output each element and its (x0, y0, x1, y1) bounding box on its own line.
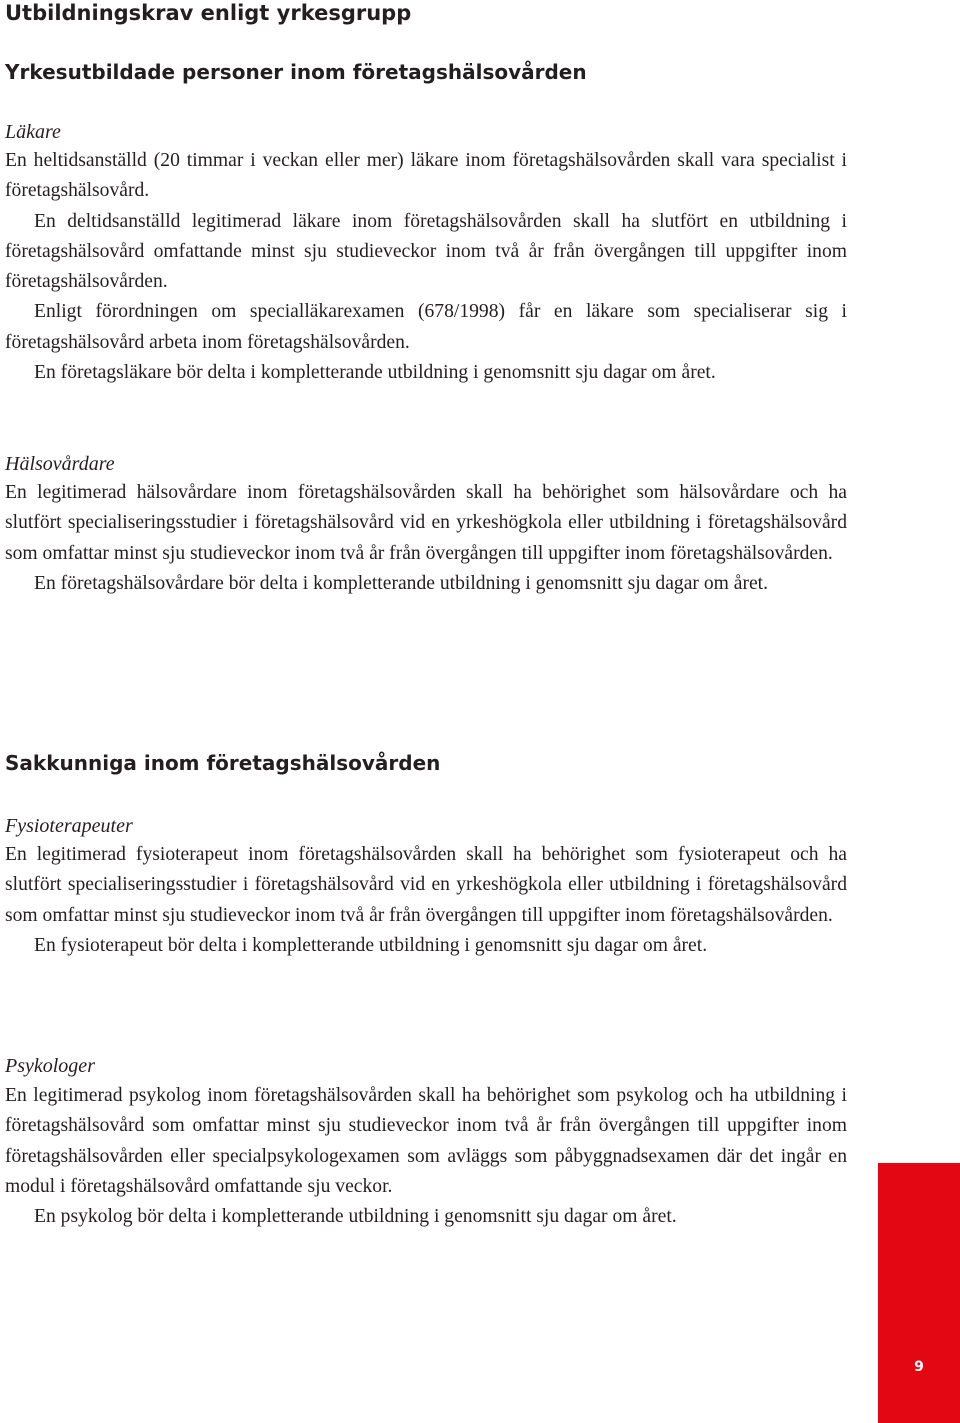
page-tab (878, 1163, 960, 1423)
section-title-yrkesutbildade: Yrkesutbildade personer inom företagshälsovården (5, 60, 587, 84)
paragraph: En psykolog bör delta i kompletterande utbildning i genomsnitt sju dagar om året. (34, 1206, 677, 1228)
paragraph: En fysioterapeut bör delta i kompletterande utbildning i genomsnitt sju dagar om året. (34, 934, 708, 956)
paragraph: En legitimerad psykolog inom företagshälsovården skall ha behörighet som psykolog och ha utbildning i företagshälsovård som omfattar minst sju studieveckor inom två år från övergången till uppgifter inom företagshälsovården eller specialpsykologexamen som avläggs som påbyggnadsexamen där det ingår en modul i företagshälsovård omfattande sju veckor. (5, 1085, 847, 1197)
section-title-sakkunniga: Sakkunniga inom företagshälsovården (5, 751, 441, 775)
section-fysioterapeuter (5, 840, 847, 961)
paragraph: En företagshälsovårdare bör delta i kompletterande utbildning i genomsnitt sju dagar om året. (34, 572, 769, 594)
paragraph: En deltidsanställd legitimerad läkare inom företagshälsovården skall ha slutfört en utbildning i företagshälsovård omfattande minst sju studieveckor inom två år från övergången till uppgifter inom företagshälsovården. (5, 210, 847, 293)
subheading-fysioterapeuter: Fysioterapeuter (5, 815, 133, 837)
section-lakare (5, 146, 847, 388)
paragraph: En legitimerad hälsovårdare inom företagshälsovården skall ha behörighet som hälsovårdare och ha slutfört specialiseringsstudier i företagshälsovård vid en yrkeshögkola eller utbildning i företagshälsovård som omfattar minst sju studieveckor inom två år från övergången till uppgifter inom företagshälsovården. (5, 482, 847, 564)
section-psykologer (5, 1081, 847, 1232)
paragraph: Enligt förordningen om specialläkarexamen (678/1998) får en läkare som specialiserar sig i företagshälsovård arbeta inom företagshälsovården. (5, 301, 847, 353)
subheading-psykologer: Psykologer (5, 1055, 95, 1077)
page-number: 9 (914, 1359, 924, 1375)
paragraph: En legitimerad fysioterapeut inom företagshälsovården skall ha behörighet som fysioterapeut och ha slutfört specialiseringsstudier i företagshälsovård vid en yrkeshögkola eller utbildning i företagshälsovård som omfattar minst sju studieveckor inom två år från övergången till uppgifter inom företagshälsovården. (5, 844, 847, 926)
page-heading: Utbildningskrav enligt yrkesgrupp (5, 1, 412, 25)
section-halsovardare (5, 478, 847, 599)
paragraph: En heltidsanställd (20 timmar i veckan eller mer) läkare inom företagshälsovården skall vara specialist i företagshälsovård. (5, 150, 847, 202)
subheading-halsovardare: Hälsovårdare (5, 453, 115, 475)
subheading-lakare: Läkare (5, 121, 61, 143)
paragraph: En företagsläkare bör delta i kompletterande utbildning i genomsnitt sju dagar om året. (34, 362, 716, 384)
